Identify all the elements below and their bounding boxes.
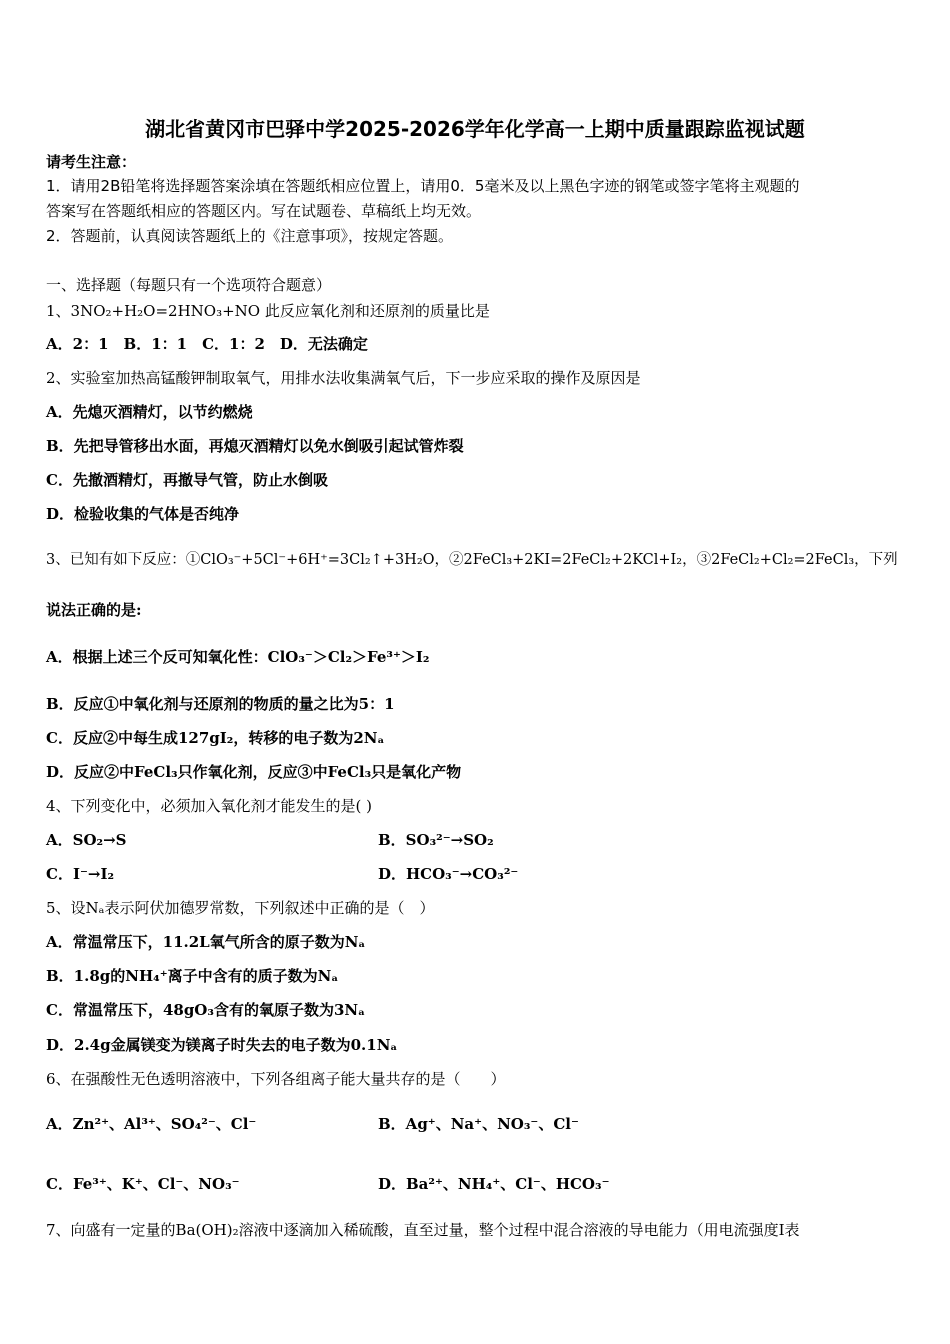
question-2-option-c: C．先撤酒精灯，再撤导气管，防止水倒吸 bbox=[46, 471, 328, 489]
question-4-option-a: A．SO₂→S bbox=[46, 831, 127, 849]
question-2-option-b: B．先把导管移出水面，再熄灭酒精灯以免水倒吸引起试管炸裂 bbox=[46, 437, 464, 455]
notice-heading: 请考生注意： bbox=[46, 153, 137, 171]
question-2-option-d: D．检验收集的气体是否纯净 bbox=[46, 505, 240, 523]
notice-line: 2．答题前，认真阅读答题纸上的《注意事项》，按规定答题。 bbox=[46, 227, 454, 245]
question-2-option-a: A．先熄灭酒精灯，以节约燃烧 bbox=[46, 403, 253, 421]
question-5-option-d: D．2.4g金属镁变为镁离子时失去的电子数为0.1Nₐ bbox=[46, 1036, 398, 1054]
question-6-option-c: C．Fe³⁺、K⁺、Cl⁻、NO₃⁻ bbox=[46, 1175, 240, 1193]
question-3-option-a: A．根据上述三个反可知氧化性：ClO₃⁻＞Cl₂＞Fe³⁺＞I₂ bbox=[46, 648, 430, 666]
question-5-option-b: B．1.8g的NH₄⁺离子中含有的质子数为Nₐ bbox=[46, 967, 339, 985]
question-5-stem: 5、设Nₐ表示阿伏加德罗常数，下列叙述中正确的是（ ） bbox=[46, 899, 435, 917]
question-7-stem: 7、向盛有一定量的Ba(OH)₂溶液中逐滴加入稀硫酸，直至过量，整个过程中混合溶液的导电能力（用电流强度I表 bbox=[46, 1221, 800, 1239]
question-1-stem: 1、3NO₂+H₂O=2HNO₃+NO 此反应氧化剂和还原剂的质量比是 bbox=[46, 302, 490, 320]
section-heading: 一、选择题（每题只有一个选项符合题意） bbox=[46, 276, 332, 294]
notice-line: 答案写在答题纸相应的答题区内。写在试题卷、草稿纸上均无效。 bbox=[46, 202, 482, 220]
question-6-option-b: B．Ag⁺、Na⁺、NO₃⁻、Cl⁻ bbox=[378, 1115, 579, 1133]
question-3-option-c: C．反应②中每生成127gI₂，转移的电子数为2Nₐ bbox=[46, 729, 385, 747]
question-4-option-d: D．HCO₃⁻→CO₃²⁻ bbox=[378, 865, 519, 883]
page-title: 湖北省黄冈市巴驿中学2025-2026学年化学高一上期中质量跟踪监视试题 bbox=[145, 117, 805, 141]
question-6-option-a: A．Zn²⁺、Al³⁺、SO₄²⁻、Cl⁻ bbox=[46, 1115, 257, 1133]
question-5-option-c: C．常温常压下，48gO₃含有的氧原子数为3Nₐ bbox=[46, 1001, 366, 1019]
question-6-option-d: D．Ba²⁺、NH₄⁺、Cl⁻、HCO₃⁻ bbox=[378, 1175, 610, 1193]
question-3-option-d: D．反应②中FeCl₃只作氧化剂，反应③中FeCl₃只是氧化产物 bbox=[46, 763, 462, 781]
question-2-stem: 2、实验室加热高锰酸钾制取氧气，用排水法收集满氧气后，下一步应采取的操作及原因是 bbox=[46, 369, 641, 387]
question-5-option-a: A．常温常压下，11.2L氧气所含的原子数为Nₐ bbox=[46, 933, 366, 951]
question-4-option-c: C．I⁻→I₂ bbox=[46, 865, 115, 883]
question-6-stem: 6、在强酸性无色透明溶液中，下列各组离子能大量共存的是（ ） bbox=[46, 1070, 506, 1088]
question-4-stem: 4、下列变化中，必须加入氧化剂才能发生的是( ) bbox=[46, 797, 373, 815]
question-3-stem: 3、已知有如下反应：①ClO₃⁻+5Cl⁻+6H⁺=3Cl₂↑+3H₂O，②2FeCl₃+2KI=2FeCl₂+2KCl+I₂，③2FeCl₂+Cl₂=2FeCl₃，下列 bbox=[46, 552, 898, 568]
notice-line: 1．请用2B铅笔将选择题答案涂填在答题纸相应位置上，请用0．5毫米及以上黑色字迹的钢笔或签字笔将主观题的 bbox=[46, 177, 800, 195]
question-1-options: A．2：1 B．1：1 C．1：2 D．无法确定 bbox=[46, 335, 368, 353]
question-3-option-b: B．反应①中氧化剂与还原剂的物质的量之比为5：1 bbox=[46, 695, 395, 713]
question-4-option-b: B．SO₃²⁻→SO₂ bbox=[378, 831, 494, 849]
question-3-stem-cont: 说法正确的是: bbox=[46, 601, 142, 619]
